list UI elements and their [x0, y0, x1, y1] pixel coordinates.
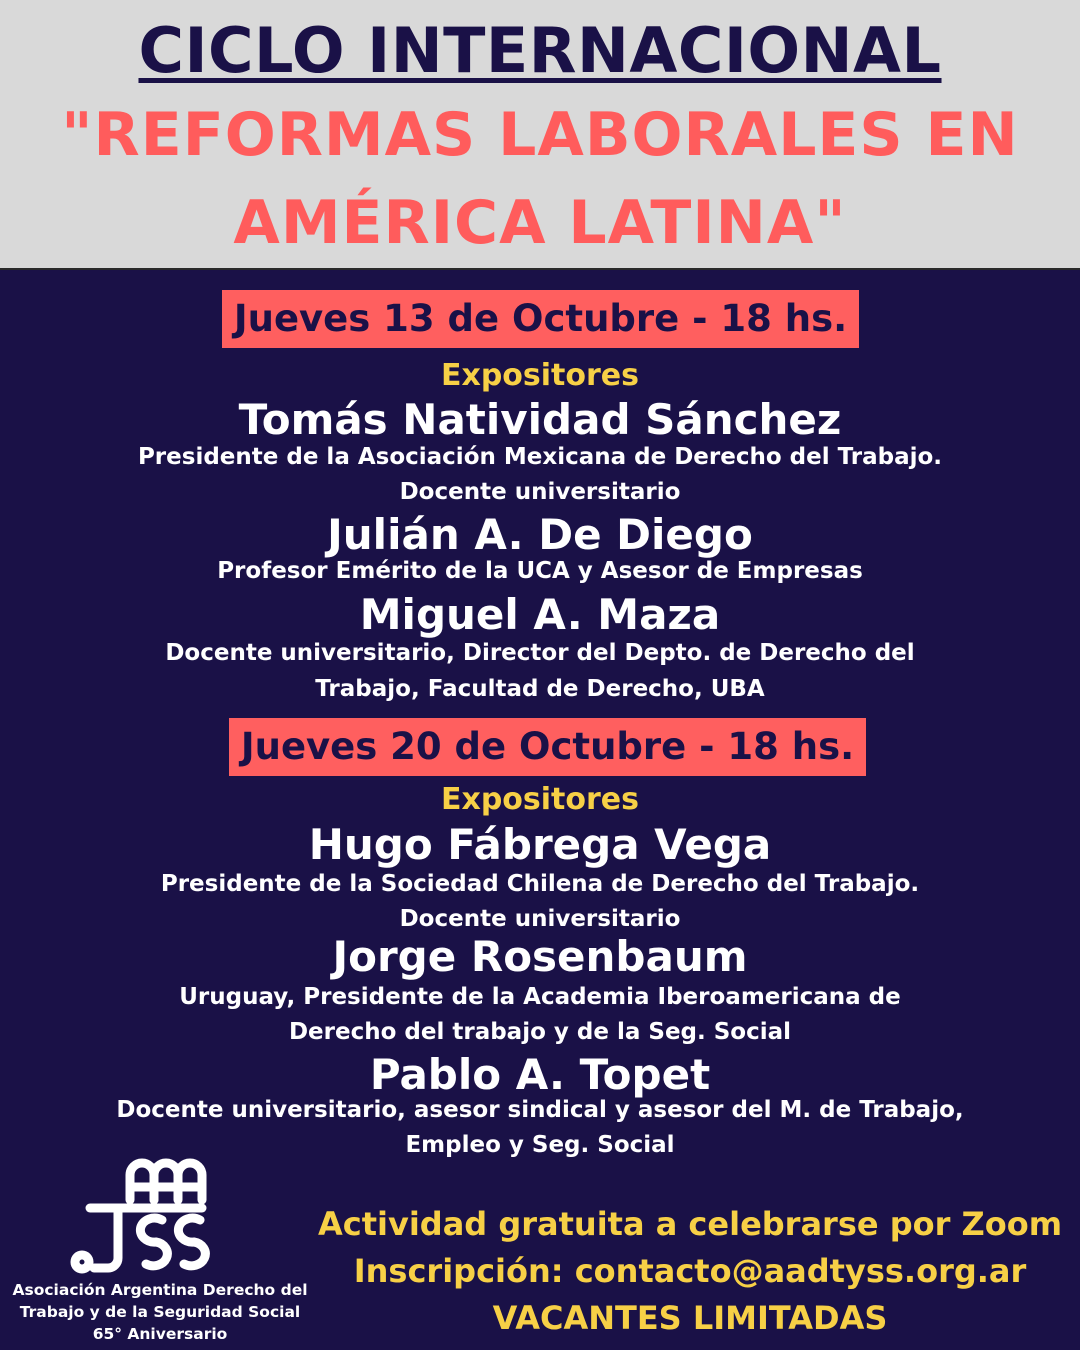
speaker-description: Uruguay, Presidente de la Academia Iberoamericana de	[179, 984, 901, 1010]
speaker-description: Docente universitario, asesor sindical y asesor del M. de Trabajo,	[116, 1097, 964, 1123]
speaker-description: Presidente de la Sociedad Chilena de Derecho del Trabajo.	[160, 871, 920, 897]
speaker-name: Hugo Fábrega Vega	[308, 820, 772, 869]
speaker-description: Derecho del trabajo y de la Seg. Social	[288, 1019, 792, 1045]
speaker-description: Docente universitario	[399, 479, 681, 505]
footer-zoom-info: Actividad gratuita a celebrarse por Zoom	[317, 1205, 1063, 1243]
session1-expositores-label: Expositores	[440, 358, 640, 393]
header	[0, 0, 1080, 270]
speaker-description: Empleo y Seg. Social	[405, 1132, 675, 1158]
session1-date-badge: Jueves 13 de Octubre - 18 hs.	[222, 290, 859, 348]
speaker-name: Pablo A. Topet	[369, 1050, 711, 1099]
speaker-description: Presidente de la Asociación Mexicana de Derecho del Trabajo.	[137, 444, 943, 470]
footer-limited-vacancies: VACANTES LIMITADAS	[492, 1299, 888, 1337]
session2-expositores-label: Expositores	[440, 782, 640, 817]
title-text: CICLO INTERNACIONAL	[138, 14, 942, 87]
session2-date-badge: Jueves 20 de Octubre - 18 hs.	[229, 718, 866, 776]
subtitle-line-2: AMÉRICA LATINA"	[233, 188, 847, 258]
speaker-description: Docente universitario, Director del Depto. de Derecho del	[165, 640, 915, 666]
org-name-line-2: Trabajo y de la Seguridad Social	[19, 1303, 301, 1321]
org-name-line-1: Asociación Argentina Derecho del	[12, 1281, 308, 1299]
speaker-description: Trabajo, Facultad de Derecho, UBA	[315, 676, 765, 702]
page-title	[0, 14, 1080, 87]
speaker-description: Docente universitario	[399, 906, 681, 932]
speaker-name: Miguel A. Maza	[359, 590, 721, 639]
speaker-name: Tomás Natividad Sánchez	[238, 395, 842, 444]
speaker-name: Julián A. De Diego	[327, 510, 753, 559]
subtitle-line-1: "REFORMAS LABORALES EN	[61, 100, 1019, 170]
speaker-name: Jorge Rosenbaum	[332, 932, 748, 981]
footer-registration-email: Inscripción: contacto@aadtyss.org.ar	[353, 1252, 1027, 1290]
aadtyss-logo-icon	[70, 1150, 220, 1280]
org-anniversary: 65° Aniversario	[92, 1325, 228, 1343]
speaker-description: Profesor Emérito de la UCA y Asesor de Empresas	[217, 558, 863, 584]
